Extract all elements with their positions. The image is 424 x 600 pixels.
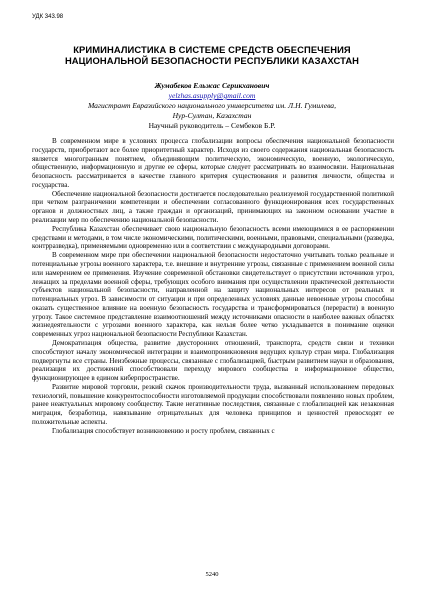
author-name: Жумабеков Ельжас Серикханович [154, 81, 270, 90]
author-email-link[interactable]: yelzhas.asupply@gmail.com [168, 91, 256, 100]
title-line-2: НАЦИОНАЛЬНОЙ БЕЗОПАСНОСТИ РЕСПУБЛИКИ КАЗАХСТАН [64, 55, 360, 66]
author-affiliation: Магистрант Евразийского национального университета им. Л.Н. Гумилева, [87, 101, 337, 110]
title-line-1: КРИМИНАЛИСТИКА В СИСТЕМЕ СРЕДСТВ ОБЕСПЕЧЕНИЯ [73, 44, 351, 55]
page-number: 5240 [205, 571, 219, 578]
body-paragraph: В современном мире в условиях процесса глобализации вопросы обеспечения национальной безопасности государств, приобретают все более приоритетный характер. Исходя из своего содержания национальная безопасность является многогранным понятием, объединяющим политическую, экономическую, военную, экологическую, общественную, информационную и другие ее сферы, которые следует рассматривать во взаимосвязи. Национальная безопасность рассматривается в качестве главного критерия существования и развития личности, общества и государства. [32, 137, 394, 189]
body-paragraph: Обеспечение национальной безопасности достигается последовательно реализуемой государственной политикой при четком разграничении компетенции и обеспечении согласованного функционирования всех государственных органов и должностных лиц, а также граждан и организаций, принимающих на законном основании участие в реализации мер по обеспечению национальной безопасности. [32, 189, 394, 225]
body-paragraph: Развитие мировой торговли, резкий скачок производительности труда, вызванный использованием передовых технологий, повышение конкурентоспособности изготовляемой продукции способствовали появлению новых проблем, ранее неактуальных мировому сообществу. Такие негативные последствия, связанные с глобализацией как незаконная миграция, безработица, навязывание отрицательных для человека принципов и ценностей превосходят ее положительные аспекты. [32, 382, 394, 426]
article-body [32, 137, 394, 436]
article-title [40, 44, 384, 66]
body-paragraph: В современном мире при обеспечении национальной безопасности недостаточно учитывать только реальные и потенциальные угрозы военного характера, т.е. внешние и внутренние угрозы, связанные с применением военной силы или намерением ее применения. Изучение современной обстановки свидетельствует о присутствии источников угроз, лежащих за пределами военной сферы, требующих особого внимания при осуществлении практической деятельности субъектов национальной безопасности, направленной на защиту национальных интересов от реальных и потенциальных угроз. В зависимости от ситуации и при определенных условиях данные невоенные угрозы способны оказать существенное влияние на военную безопасность государства и трансформироваться (перерасти) в военную угрозу. Такое системное представление взаимоотношений между источниками опасности в наиболее важных областях жизнедеятельности с угрозами военного характера, как нельзя более четко укладывается в понимание оценки современных угроз национальной безопасности Республики Казахстан. [32, 251, 394, 339]
udc-code: УДК 343.98 [32, 14, 64, 20]
body-paragraph: Республика Казахстан обеспечивает свою национальную безопасность всеми имеющимися в ее распоряжении средствами и методами, в том числе экономическими, политическими, военными, правовыми, специальными (разведка, контрразведка), применяемыми одновременно или в соответствии с международными договорами. [32, 224, 394, 251]
body-paragraph: Глобализация способствует возникновению и росту проблем, связанных с [52, 426, 275, 435]
scientific-supervisor: Научный руководитель – Сембеков Б.Р. [148, 121, 276, 130]
author-city: Нур-Султан, Казахстан [172, 111, 252, 120]
body-paragraph: Демократизация общества, развитие двусторонних отношений, транспорта, средств связи и техники способствуют началу экономической интеграции и взаимопроникновения ведущих культур стран мира. Глобализация подвергнуты все страны. Неизбежные процессы, связанные с глобализацией, быстрым развитием науки и образования, реализация их достижений способствовали переходу мирового сообщества в информационное общество, функционирующее в едином киберпространстве. [32, 338, 394, 383]
